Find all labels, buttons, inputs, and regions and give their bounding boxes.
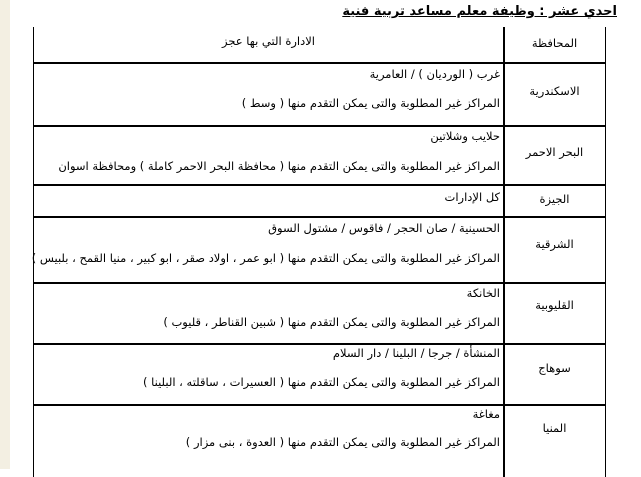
governorate-cell: الاسكندرية [529, 84, 580, 98]
row-separator [33, 125, 606, 127]
admins-cell: المنشأة / جرجا / البلينا / دار السلام [332, 346, 500, 360]
admins-cell: غرب ( الورديان ) / العامرية [369, 67, 500, 81]
admins-cell: مغاغة [472, 407, 500, 421]
governorate-cell: سوهاج [538, 361, 571, 375]
row-separator [33, 343, 606, 345]
governorate-cell: المنيا [542, 421, 567, 435]
governorate-header: المحافظة [531, 36, 578, 50]
admins-cell: الحسينية / صان الحجر / فاقوس / مشتول السوق [268, 221, 500, 235]
admin-header: الادارة التي بها عجز [221, 34, 315, 48]
governorate-cell: القليوبية [535, 298, 574, 312]
section-heading: احدي عشر : وظيفة معلم مساعد تربية فنية [342, 4, 617, 19]
excluded-cell: المراكز غير المطلوبة والتى يمكن التقدم منها ( محافظة البحر الاحمر كاملة ) ومحافظة اسوان [58, 159, 500, 173]
excluded-cell: المراكز غير المطلوبة والتى يمكن التقدم منها ( وسط ) [241, 96, 500, 110]
excluded-cell: المراكز غير المطلوبة والتى يمكن التقدم منها ( شبين القناطر ، قليوب ) [163, 315, 500, 329]
page-margin [0, 0, 10, 469]
row-separator [33, 62, 606, 64]
governorate-cell: الجيزة [539, 192, 570, 206]
row-separator [33, 404, 606, 406]
row-separator [33, 282, 606, 284]
excluded-cell: المراكز غير المطلوبة والتى يمكن التقدم منها ( ابو عمر ، اولاد صقر ، ابو كبير ، منيا القمح ، بلبيس ) [31, 251, 500, 265]
row-separator [33, 184, 606, 186]
admins-cell: حلايب وشلاتين [430, 129, 500, 143]
admins-cell: الخانكة [466, 286, 500, 300]
admins-cell: كل الإدارات [444, 190, 500, 204]
governorate-cell: الشرقية [535, 237, 574, 251]
governorate-cell: البحر الاحمر [525, 145, 584, 159]
excluded-cell: المراكز غير المطلوبة والتى يمكن التقدم منها ( العدوة ، بنى مزار ) [185, 435, 500, 449]
excluded-cell: المراكز غير المطلوبة والتى يمكن التقدم منها ( العسيرات ، ساقلته ، البلينا ) [142, 375, 500, 389]
row-separator [33, 216, 606, 218]
